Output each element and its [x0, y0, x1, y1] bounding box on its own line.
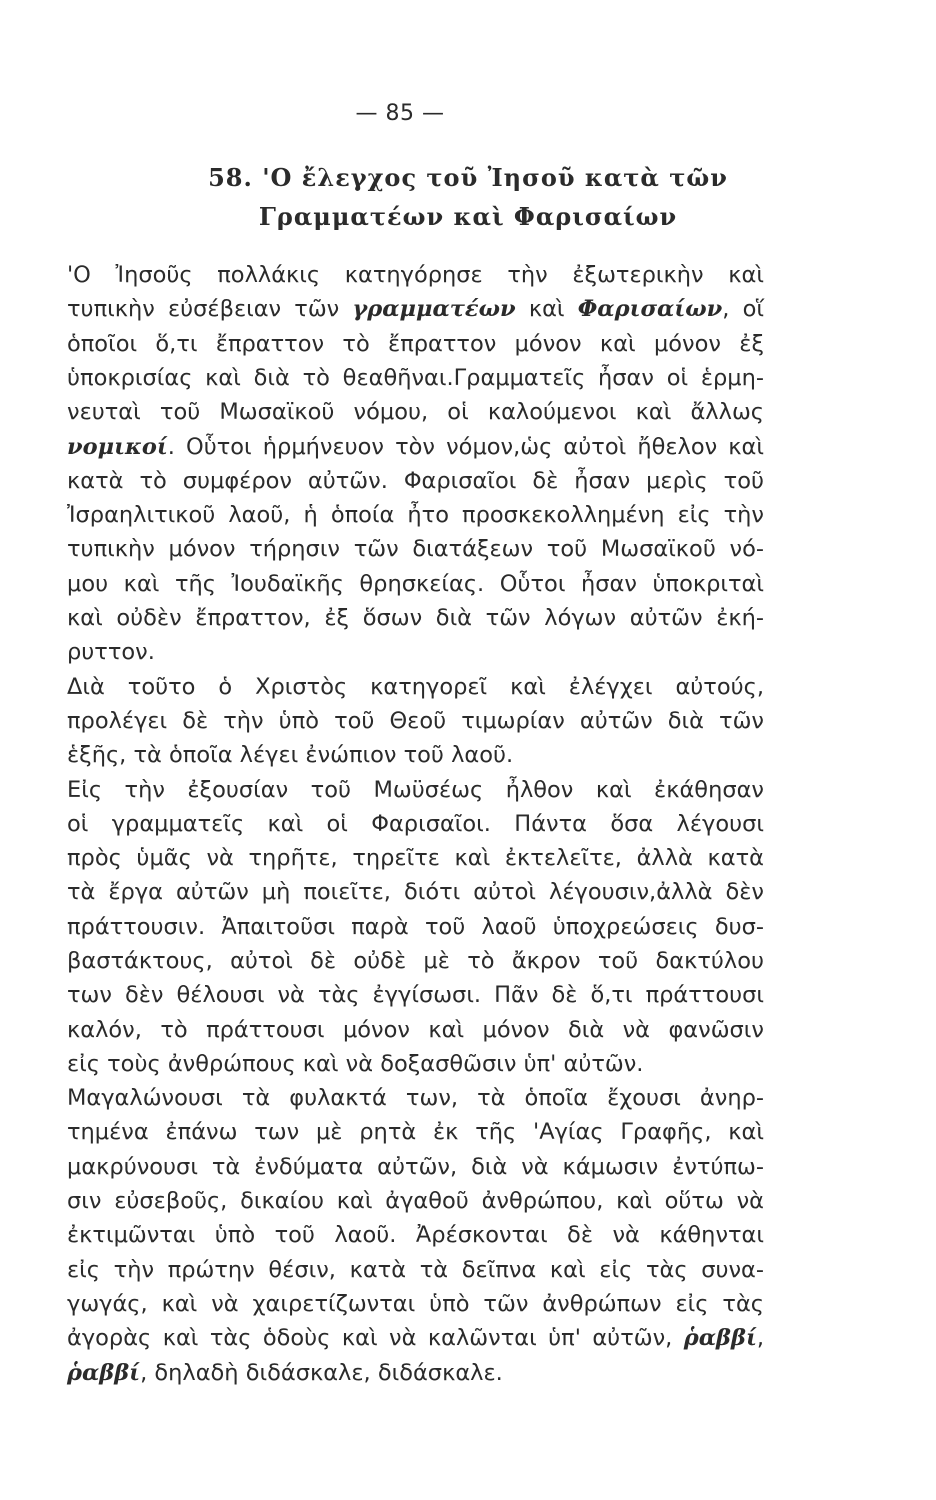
- text-segment: ἀγορὰς καὶ τὰς ὁδοὺς καὶ νὰ καλῶνται ὑπ' αὐτῶν,: [67, 1325, 684, 1351]
- text-segment: καὶ: [515, 296, 578, 322]
- section-title-line-1: 58. 'Ο ἔλεγχος τοῦ Ἰησοῦ κατὰ τῶν: [208, 163, 728, 192]
- text-line: Μαγαλώνουσι τὰ φυλακτά των, τὰ ὁποῖα ἔχουσι ἀνηρ-: [67, 1085, 764, 1111]
- text-line: Διὰ τοῦτο ὁ Χριστὸς κατηγορεῖ καὶ ἐλέγχει αὐτούς,: [67, 674, 764, 700]
- text-line: μακρύνουσι τὰ ἐνδύματα αὐτῶν, διὰ νὰ κάμωσιν ἐντύπω-: [67, 1154, 764, 1180]
- text-line: 'Ο Ἰησοῦς πολλάκις κατηγόρησε τὴν ἐξωτερικὴν καὶ: [67, 262, 764, 288]
- text-line: νευταὶ τοῦ Μωσαϊκοῦ νόμου, οἱ καλούμενοι καὶ ἄλλως: [67, 399, 764, 425]
- text-line: Ἰσραηλιτικοῦ λαοῦ, ἡ ὁποία ἦτο προσκεκολλημένη εἰς τὴν: [67, 502, 764, 528]
- text-line: τημένα ἐπάνω των μὲ ρητὰ ἐκ τῆς 'Αγίας Γραφῆς, καὶ: [67, 1119, 764, 1145]
- text-line: [67, 430, 764, 464]
- text-line: [67, 292, 764, 326]
- text-line: ἐκτιμῶνται ὑπὸ τοῦ λαοῦ. Ἀρέσκονται δὲ νὰ κάθηνται: [67, 1222, 764, 1248]
- text-line: εἰς τοὺς ἀνθρώπους καὶ νὰ δοξασθῶσιν ὑπ' αὐτῶν.: [67, 1051, 644, 1077]
- text-line: καλόν, τὸ πράττουσι μόνον καὶ μόνον διὰ νὰ φανῶσιν: [67, 1017, 764, 1043]
- text-line: βαστάκτους, αὐτοὶ δὲ οὐδὲ μὲ τὸ ἄκρον τοῦ δακτύλου: [67, 948, 764, 974]
- text-line: οἱ γραμματεῖς καὶ οἱ Φαρισαῖοι. Πάντα ὅσα λέγουσι: [67, 811, 764, 837]
- text-line: μου καὶ τῆς Ἰουδαϊκῆς θρησκείας. Οὗτοι ἦσαν ὑποκριταὶ: [67, 571, 764, 597]
- text-segment: ,: [756, 1325, 764, 1351]
- text-line: Εἰς τὴν ἐξουσίαν τοῦ Μωϋσέως ἦλθον καὶ ἐκάθησαν: [67, 777, 764, 803]
- text-line: τυπικὴν μόνον τήρησιν τῶν διατάξεων τοῦ Μωσαϊκοῦ νό-: [67, 536, 764, 562]
- emphasized-term: ῥαββί: [683, 1325, 757, 1351]
- text-line: ὑποκρισίας καὶ διὰ τὸ θεαθῆναι.Γραμματεῖς ἦσαν οἱ ἑρμη-: [67, 365, 764, 391]
- text-segment: . Οὗτοι ἡρμήνευον τὸν νόμον,ὡς αὐτοὶ ἤθελον καὶ: [167, 434, 764, 460]
- text-line: ὁποῖοι ὅ,τι ἔπραττον τὸ ἔπραττον μόνον καὶ μόνον ἐξ: [67, 331, 764, 357]
- text-line: τὰ ἔργα αὐτῶν μὴ ποιεῖτε, διότι αὐτοὶ λέγουσιν,ἀλλὰ δὲν: [67, 879, 764, 905]
- text-line: καὶ οὐδὲν ἔπραττον, ἐξ ὅσων διὰ τῶν λόγων αὐτῶν ἐκή-: [67, 605, 764, 631]
- text-line: σιν εὐσεβοῦς, δικαίου καὶ ἀγαθοῦ ἀνθρώπου, καὶ οὕτω νὰ: [67, 1188, 764, 1214]
- text-line: προλέγει δὲ τὴν ὑπὸ τοῦ Θεοῦ τιμωρίαν αὐτῶν διὰ τῶν: [67, 708, 764, 734]
- text-line: πράττουσιν. Ἀπαιτοῦσι παρὰ τοῦ λαοῦ ὑποχρεώσεις δυσ-: [67, 914, 764, 940]
- text-segment: , οἵ: [722, 296, 764, 322]
- text-line: εἰς τὴν πρώτην θέσιν, κατὰ τὰ δεῖπνα καὶ εἰς τὰς συνα-: [67, 1257, 764, 1283]
- emphasized-term: ῥαββί: [67, 1360, 141, 1386]
- text-line: κατὰ τὸ συμφέρον αὐτῶν. Φαρισαῖοι δὲ ἦσαν μερὶς τοῦ: [67, 468, 764, 494]
- section-title-line-2: Γραμματέων καὶ Φαρισαίων: [258, 202, 678, 231]
- emphasized-term: γραμματέων: [352, 296, 516, 322]
- text-segment: , δηλαδὴ διδάσκαλε, διδάσκαλε.: [140, 1360, 503, 1386]
- text-line: [67, 1356, 764, 1390]
- emphasized-term: Φαρισαίων: [577, 296, 723, 322]
- text-line: πρὸς ὑμᾶς νὰ τηρῆτε, τηρεῖτε καὶ ἐκτελεῖτε, ἀλλὰ κατὰ: [67, 845, 764, 871]
- text-line: ρυττον.: [67, 639, 155, 665]
- text-line: ἑξῆς, τὰ ὁποῖα λέγει ἐνώπιον τοῦ λαοῦ.: [67, 742, 514, 768]
- emphasized-term: νομικοί: [67, 434, 168, 460]
- text-segment: τυπικὴν εὐσέβειαν τῶν: [67, 296, 353, 322]
- page-number: — 85 —: [355, 101, 445, 126]
- text-line: [67, 1321, 764, 1355]
- text-line: των δὲν θέλουσι νὰ τὰς ἐγγίσωσι. Πᾶν δὲ ὅ,τι πράττουσι: [67, 982, 764, 1008]
- text-line: γωγάς, καὶ νὰ χαιρετίζωνται ὑπὸ τῶν ἀνθρώπων εἰς τὰς: [67, 1291, 764, 1317]
